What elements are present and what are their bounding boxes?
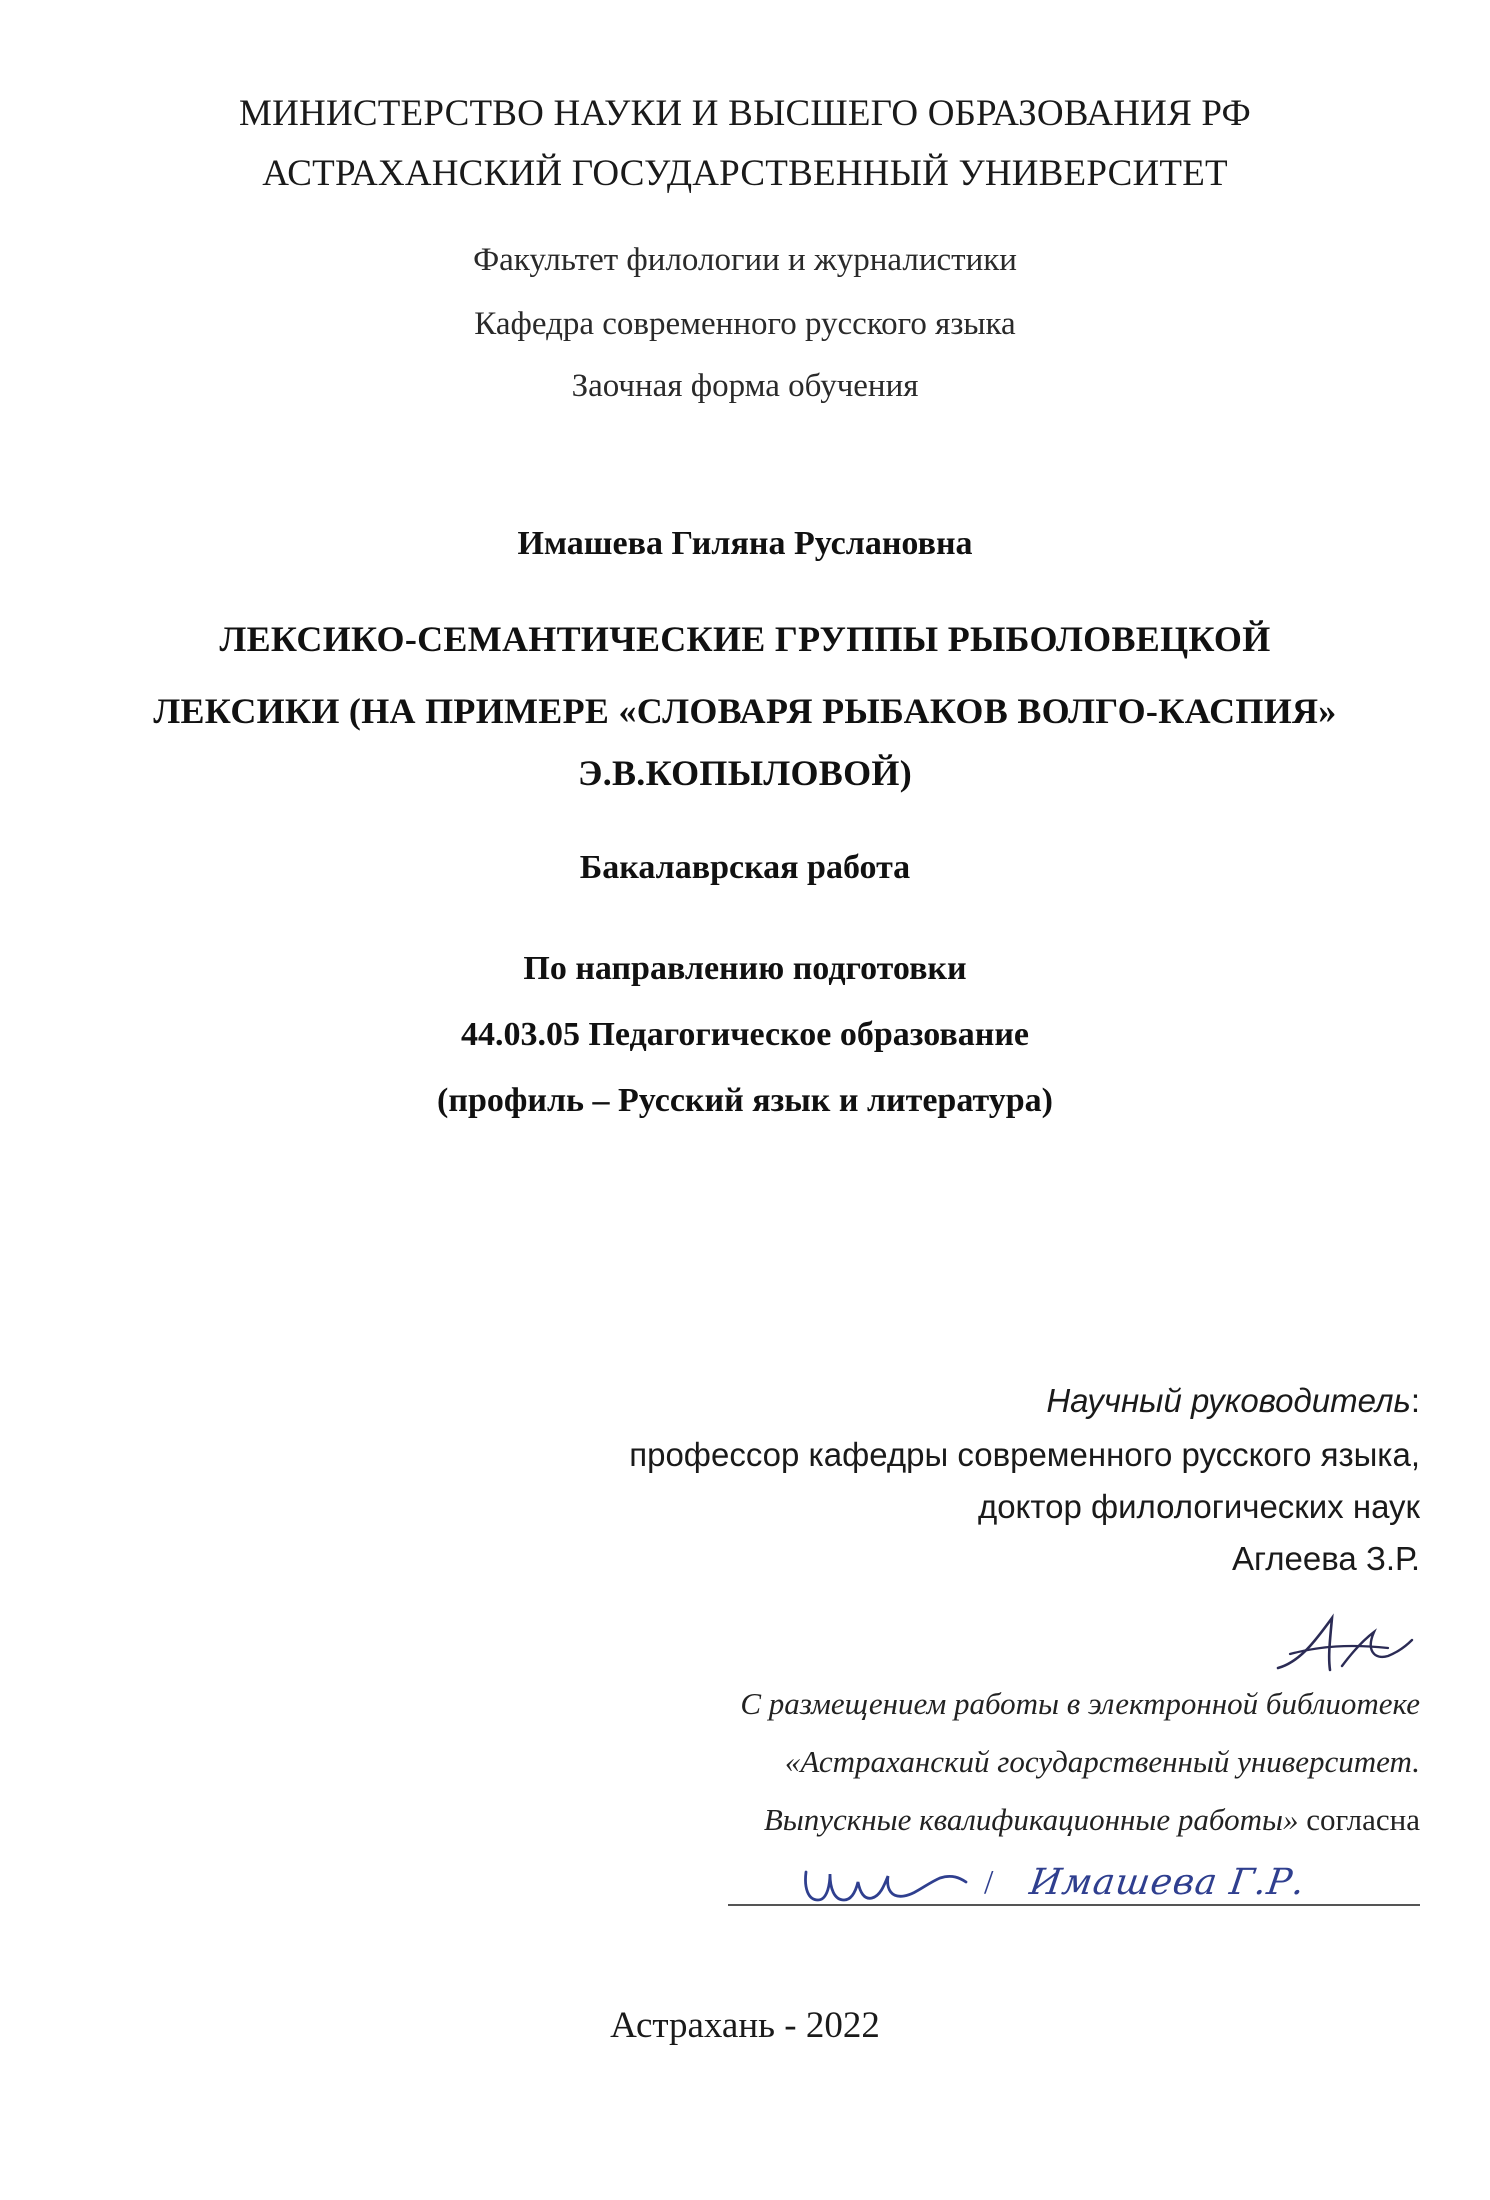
work-type: Бакалаврская работа — [579, 849, 911, 886]
author-name: Имашева Гиляна Руслановна — [517, 525, 973, 562]
supervisor-position: профессор кафедры современного русского языка, — [629, 1436, 1420, 1473]
department-line: Кафедра современного русского языка — [474, 306, 1016, 342]
consent-line-1: С размещением работы в электронной библиотеке — [740, 1686, 1420, 1721]
direction-label: По направлению подготовки — [523, 950, 967, 987]
direction-code: 44.03.05 Педагогическое образование — [460, 1016, 1030, 1053]
supervisor-label-line — [1046, 1382, 1420, 1420]
supervisor-signature — [1270, 1610, 1420, 1680]
university-heading: АСТРАХАНСКИЙ ГОСУДАРСТВЕННЫЙ УНИВЕРСИТЕТ — [262, 153, 1228, 194]
thesis-title-line-1: ЛЕКСИКО-СЕМАНТИЧЕСКИЕ ГРУППЫ РЫБОЛОВЕЦКОЙ — [219, 619, 1271, 659]
faculty-line: Факультет филологии и журналистики — [473, 242, 1017, 278]
supervisor-name: Аглеева З.Р. — [1231, 1540, 1420, 1577]
ministry-heading: МИНИСТЕРСТВО НАУКИ И ВЫСШЕГО ОБРАЗОВАНИЯ РФ — [239, 93, 1251, 134]
signature-separator: / — [984, 1864, 994, 1901]
consent-agreement-word: согласна — [1298, 1802, 1420, 1837]
student-name-handwritten: Имашева Г.Р. — [1027, 1862, 1308, 1903]
thesis-title-line-3: Э.В.КОПЫЛОВОЙ) — [577, 753, 913, 793]
thesis-title-line-2: ЛЕКСИКИ (НА ПРИМЕРЕ «СЛОВАРЯ РЫБАКОВ ВОЛГО-КАСПИЯ» — [153, 691, 1337, 731]
consent-line-3 — [764, 1802, 1420, 1838]
supervisor-degree: доктор филологических наук — [977, 1488, 1420, 1525]
profile-line: (профиль – Русский язык и литература) — [437, 1082, 1053, 1119]
city-year: Астрахань - 2022 — [610, 2005, 880, 2046]
consent-line-3-italic: Выпускные квалификационные работы» — [763, 1802, 1299, 1837]
consent-line-2: «Астраханский государственный университет. — [784, 1744, 1420, 1779]
supervisor-label: Научный руководитель — [1046, 1382, 1411, 1419]
supervisor-label-colon: : — [1410, 1382, 1420, 1419]
student-signature — [800, 1860, 980, 1910]
study-form-line: Заочная форма обучения — [571, 368, 919, 404]
